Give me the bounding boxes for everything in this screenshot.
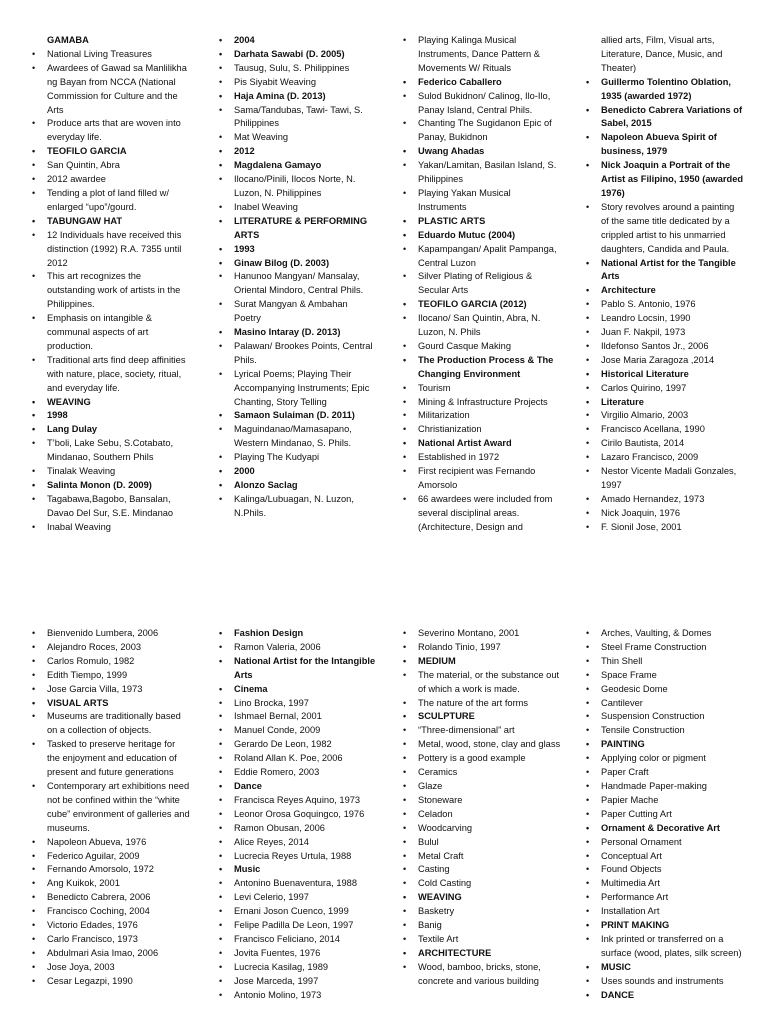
bullet-list (32, 48, 190, 535)
bullet-list (586, 34, 744, 535)
list-item: • Celadon (403, 808, 561, 822)
list-item: • Ishmael Bernal, 2001 (219, 710, 377, 724)
list-item: • Francisca Reyes Aquino, 1973 (219, 794, 377, 808)
list-item: • LITERATURE & PERFORMING ARTS (219, 215, 377, 243)
list-item: • Uses sounds and instruments (586, 975, 744, 989)
top-column-2 (219, 34, 377, 521)
list-item: • Metal Craft (403, 850, 561, 864)
list-item: • The material, or the substance out of which a work is made. (403, 669, 561, 697)
list-item: • Installation Art (586, 905, 744, 919)
list-item: • Steel Frame Construction (586, 641, 744, 655)
list-item: • Federico Aguilar, 2009 (32, 850, 190, 864)
list-item: • Gourd Casque Making (403, 340, 561, 354)
list-item: • TEOFILO GARCIA (32, 145, 190, 159)
list-item: • Textile Art (403, 933, 561, 947)
list-item: • Tending a plot of land filled w/ enlarged “upo”/gourd. (32, 187, 190, 215)
list-item: • Space Frame (586, 669, 744, 683)
list-item: allied arts, Film, Visual arts, Literature, Dance, Music, and Theater) (601, 35, 723, 73)
bottom-column-4 (586, 627, 744, 1002)
list-item: • Paper Cutting Art (586, 808, 744, 822)
list-item: • Lucrecia Reyes Urtula, 1988 (219, 850, 377, 864)
list-item: • Nestor Vicente Madali Gonzales, 1997 (586, 465, 744, 493)
list-item: • Arches, Vaulting, & Domes (586, 627, 744, 641)
list-item: • Paper Craft (586, 766, 744, 780)
list-item: • Banig (403, 919, 561, 933)
list-item: • PAINTING (586, 738, 744, 752)
list-item: • Lang Dulay (32, 423, 190, 437)
list-item: • Multimedia Art (586, 877, 744, 891)
list-item: • Ernani Joson Cuenco, 1999 (219, 905, 377, 919)
list-item: • Cesar Legazpi, 1990 (32, 975, 190, 989)
list-item: • Eduardo Mutuc (2004) (403, 229, 561, 243)
list-item: • Playing Yakan Musical Instruments (403, 187, 561, 215)
bullet-list (403, 627, 561, 989)
list-item: • Ornament & Decorative Art (586, 822, 744, 836)
list-item: • Ilocano/Pinili, Ilocos Norte, N. Luzon, N. Philippines (219, 173, 377, 201)
list-item: • Surat Mangyan & Ambahan Poetry (219, 298, 377, 326)
list-item: • Ilocano/ San Quintin, Abra, N. Luzon, N. Phils (403, 312, 561, 340)
list-item: • Tinalak Weaving (32, 465, 190, 479)
list-item: • Severino Montano, 2001 (403, 627, 561, 641)
list-item: • Emphasis on intangible & communal aspects of art production. (32, 312, 190, 354)
list-item: • Chanting The Sugidanon Epic of Panay, Bukidnon (403, 117, 561, 145)
bottom-column-2 (219, 627, 377, 1002)
list-item: • Pottery is a good example (403, 752, 561, 766)
list-item: • Ceramics (403, 766, 561, 780)
bottom-column-3 (403, 627, 561, 989)
list-item: • Napoleon Abueva, 1976 (32, 836, 190, 850)
list-item: • National Artist for the Tangible Arts (586, 257, 744, 285)
list-item: • Basketry (403, 905, 561, 919)
list-item: • Museums are traditionally based on a collection of objects. (32, 710, 190, 738)
list-item: • Wood, bamboo, bricks, stone, concrete and various building (403, 961, 561, 989)
list-item: • First recipient was Fernando Amorsolo (403, 465, 561, 493)
list-item: • Silver Plating of Religious & Secular Arts (403, 270, 561, 298)
list-item: • MUSIC (586, 961, 744, 975)
list-item: • Tagabawa,Bagobo, Bansalan, Davao Del Sur, S.E. Mindanao (32, 493, 190, 521)
list-item: • Woodcarving (403, 822, 561, 836)
list-item: • Fashion Design (219, 627, 377, 641)
list-item: • Inabel Weaving (219, 201, 377, 215)
list-item: • Thin Shell (586, 655, 744, 669)
list-item: • Personal Ornament (586, 836, 744, 850)
list-item: • Alice Reyes, 2014 (219, 836, 377, 850)
list-item: • PLASTIC ARTS (403, 215, 561, 229)
top-column-3 (403, 34, 561, 535)
list-item: • SCULPTURE (403, 710, 561, 724)
list-item: • National Artist Award (403, 437, 561, 451)
list-item: • Abdulmari Asia Imao, 2006 (32, 947, 190, 961)
list-item: • Handmade Paper-making (586, 780, 744, 794)
list-item: • Uwang Ahadas (403, 145, 561, 159)
list-item: • 2012 awardee (32, 173, 190, 187)
list-item: • Suspension Construction (586, 710, 744, 724)
list-item: • 1998 (32, 409, 190, 423)
list-item: • Jose Joya, 2003 (32, 961, 190, 975)
list-item: • Produce arts that are woven into everyday life. (32, 117, 190, 145)
list-item: • “Three-dimensional” art (403, 724, 561, 738)
bullet-list (403, 34, 561, 535)
list-item: • Nick Joaquin, 1976 (586, 507, 744, 521)
list-item: • This art recognizes the outstanding work of artists in the Philippines. (32, 270, 190, 312)
list-item: • Glaze (403, 780, 561, 794)
bullet-list (219, 34, 377, 521)
list-item: • Samaon Sulaiman (D. 2011) (219, 409, 377, 423)
list-item: • Ang Kuikok, 2001 (32, 877, 190, 891)
list-item: • Bulul (403, 836, 561, 850)
list-item: • Conceptual Art (586, 850, 744, 864)
list-item: • Benedicto Cabrera, 2006 (32, 891, 190, 905)
list-item: • Roland Allan K. Poe, 2006 (219, 752, 377, 766)
list-item: • Found Objects (586, 863, 744, 877)
list-item: • Established in 1972 (403, 451, 561, 465)
list-item: • Edith Tiempo, 1999 (32, 669, 190, 683)
bullet-list (219, 627, 377, 1002)
list-item: • Metal, wood, stone, clay and glass (403, 738, 561, 752)
list-item: • Nick Joaquin a Portrait of the Artist as Filipino, 1950 (awarded 1976) (586, 159, 744, 201)
list-item: • Benedicto Cabrera Variations of Sabel, 2015 (586, 104, 744, 132)
list-item: • DANCE (586, 989, 744, 1003)
list-item: • Kapampangan/ Apalit Pampanga, Central Luzon (403, 243, 561, 271)
list-item: • Salinta Monon (D. 2009) (32, 479, 190, 493)
list-item: • Ginaw Bilog (D. 2003) (219, 257, 377, 271)
list-item: • Cirilo Bautista, 2014 (586, 437, 744, 451)
list-item: • The Production Process & The Changing Environment (403, 354, 561, 382)
list-item: • Leonor Orosa Goquingco, 1976 (219, 808, 377, 822)
list-item: • Papier Mache (586, 794, 744, 808)
top-column-1 (32, 34, 190, 535)
list-item: • Federico Caballero (403, 76, 561, 90)
list-item: • WEAVING (403, 891, 561, 905)
list-item: • Haja Amina (D. 2013) (219, 90, 377, 104)
list-item: • Cantilever (586, 697, 744, 711)
list-item: • Amado Hernandez, 1973 (586, 493, 744, 507)
list-item: • Antonio Molino, 1973 (219, 989, 377, 1003)
list-item: • Virgilio Almario, 2003 (586, 409, 744, 423)
list-item: • Mining & Infrastructure Projects (403, 396, 561, 410)
list-item: • Cinema (219, 683, 377, 697)
list-item: • Jose Marceda, 1997 (219, 975, 377, 989)
list-item: • Cold Casting (403, 877, 561, 891)
list-item: • Lino Brocka, 1997 (219, 697, 377, 711)
list-item: • Ildefonso Santos Jr., 2006 (586, 340, 744, 354)
list-item: • Rolando Tinio, 1997 (403, 641, 561, 655)
list-item: • ARCHITECTURE (403, 947, 561, 961)
list-item: • Palawan/ Brookes Points, Central Phils. (219, 340, 377, 368)
list-item: • Architecture (586, 284, 744, 298)
list-item: • Napoleon Abueva Spirit of business, 1979 (586, 131, 744, 159)
list-item: • Alejandro Roces, 2003 (32, 641, 190, 655)
list-item: • Darhata Sawabi (D. 2005) (219, 48, 377, 62)
list-item: • Jose Garcia Villa, 1973 (32, 683, 190, 697)
list-item: • WEAVING (32, 396, 190, 410)
list-item: • Lazaro Francisco, 2009 (586, 451, 744, 465)
list-item: • Yakan/Lamitan, Basilan Island, S. Philippines (403, 159, 561, 187)
list-item: • 66 awardees were included from several disciplinal areas. (Architecture, Design and (403, 493, 561, 535)
list-item: • Tausug, Sulu, S. Philippines (219, 62, 377, 76)
list-item: • Victorio Edades, 1976 (32, 919, 190, 933)
list-item: • Fernando Amorsolo, 1972 (32, 863, 190, 877)
list-item: • Carlos Quirino, 1997 (586, 382, 744, 396)
list-item: • 2000 (219, 465, 377, 479)
bottom-column-1 (32, 627, 190, 989)
list-item: • VISUAL ARTS (32, 697, 190, 711)
list-item: • Traditional arts find deep affinities with nature, place, society, ritual, and everyday life. (32, 354, 190, 396)
list-item: • Music (219, 863, 377, 877)
list-item: • Pablo S. Antonio, 1976 (586, 298, 744, 312)
list-item: • Jose Maria Zaragoza ,2014 (586, 354, 744, 368)
list-item: • Magdalena Gamayo (219, 159, 377, 173)
list-item: • TEOFILO GARCIA (2012) (403, 298, 561, 312)
list-item: • San Quintin, Abra (32, 159, 190, 173)
list-item: • Story revolves around a painting of the same title dedicated by a crippled artist to his unmarried daughters, Candida and Paula. (586, 201, 744, 257)
list-item: • Tourism (403, 382, 561, 396)
list-item: • Applying color or pigment (586, 752, 744, 766)
list-item: • Masino Intaray (D. 2013) (219, 326, 377, 340)
list-item: • F. Sionil Jose, 2001 (586, 521, 744, 535)
list-item: • Sama/Tandubas, Tawi- Tawi, S. Philippines (219, 104, 377, 132)
list-item: • Ramon Valeria, 2006 (219, 641, 377, 655)
list-item: • Hanunoo Mangyan/ Mansalay, Oriental Mindoro, Central Phils. (219, 270, 377, 298)
list-item: • Inabal Weaving (32, 521, 190, 535)
list-item: • Bienvenido Lumbera, 2006 (32, 627, 190, 641)
list-item: • Literature (586, 396, 744, 410)
list-item: • Antonino Buenaventura, 1988 (219, 877, 377, 891)
list-item: • Ink printed or transferred on a surface (wood, plates, silk screen) (586, 933, 744, 961)
list-item: • Alonzo Saclag (219, 479, 377, 493)
list-item: • Contemporary art exhibitions need not be confined within the “white cube” environment of galleries and museums. (32, 780, 190, 836)
list-item: • Francisco Coching, 2004 (32, 905, 190, 919)
list-item: • Playing The Kudyapi (219, 451, 377, 465)
list-item: • Carlo Francisco, 1973 (32, 933, 190, 947)
list-item: • The nature of the art forms (403, 697, 561, 711)
list-item: • Felipe Padilla De Leon, 1997 (219, 919, 377, 933)
list-item: • Tasked to preserve heritage for the enjoyment and education of present and future generations (32, 738, 190, 780)
list-item: • National Living Treasures (32, 48, 190, 62)
list-item: • Pis Siyabit Weaving (219, 76, 377, 90)
list-item: • Performance Art (586, 891, 744, 905)
list-item: • Kalinga/Lubuagan, N. Luzon, N.Phils. (219, 493, 377, 521)
list-item: • Casting (403, 863, 561, 877)
list-item: • PRINT MAKING (586, 919, 744, 933)
list-item: • TABUNGAW HAT (32, 215, 190, 229)
list-item: • 2012 (219, 145, 377, 159)
list-item: • Mat Weaving (219, 131, 377, 145)
list-item: • Manuel Conde, 2009 (219, 724, 377, 738)
list-item: • Jovita Fuentes, 1976 (219, 947, 377, 961)
top-column-4 (586, 34, 744, 535)
list-item: • Eddie Romero, 2003 (219, 766, 377, 780)
list-item: • Awardees of Gawad sa Manlilikha ng Bayan from NCCA (National Commission for Culture and the Arts (32, 62, 190, 118)
list-item: • Carlos Romulo, 1982 (32, 655, 190, 669)
bullet-list (586, 627, 744, 1002)
list-item: • Lyrical Poems; Playing Their Accompanying Instruments; Epic Chanting, Story Telling (219, 368, 377, 410)
list-item: • Playing Kalinga Musical Instruments, Dance Pattern & Movements W/ Rituals (403, 34, 561, 76)
list-item: • Francisco Feliciano, 2014 (219, 933, 377, 947)
section-header: GAMABA (47, 35, 89, 45)
list-item: • MEDIUM (403, 655, 561, 669)
list-item: • 1993 (219, 243, 377, 257)
list-item: • Sulod Bukidnon/ Calinog, Ilo-Ilo, Panay Island, Central Phils. (403, 90, 561, 118)
bullet-list (32, 627, 190, 989)
list-item: • Tensile Construction (586, 724, 744, 738)
list-item: • Maguindanao/Mamasapano, Western Mindanao, S. Phils. (219, 423, 377, 451)
list-item: • Guillermo Tolentino Oblation, 1935 (awarded 1972) (586, 76, 744, 104)
list-item: • Ramon Obusan, 2006 (219, 822, 377, 836)
list-item: • 12 Individuals have received this distinction (1992) R.A. 7355 until 2012 (32, 229, 190, 271)
list-item: • T’boli, Lake Sebu, S.Cotabato, Mindanao, Southern Phils (32, 437, 190, 465)
list-item: • Gerardo De Leon, 1982 (219, 738, 377, 752)
list-item: • Militarization (403, 409, 561, 423)
list-item: • National Artist for the Intangible Arts (219, 655, 377, 683)
list-item: • Dance (219, 780, 377, 794)
list-item: • Lucrecia Kasilag, 1989 (219, 961, 377, 975)
list-item: • Christianization (403, 423, 561, 437)
list-item: • Leandro Locsin, 1990 (586, 312, 744, 326)
list-item: • Juan F. Nakpil, 1973 (586, 326, 744, 340)
list-item: • Geodesic Dome (586, 683, 744, 697)
list-item: • Stoneware (403, 794, 561, 808)
list-item: • Historical Literature (586, 368, 744, 382)
list-item: • Francisco Acellana, 1990 (586, 423, 744, 437)
list-item: • 2004 (219, 34, 377, 48)
list-item: • Levi Celerio, 1997 (219, 891, 377, 905)
